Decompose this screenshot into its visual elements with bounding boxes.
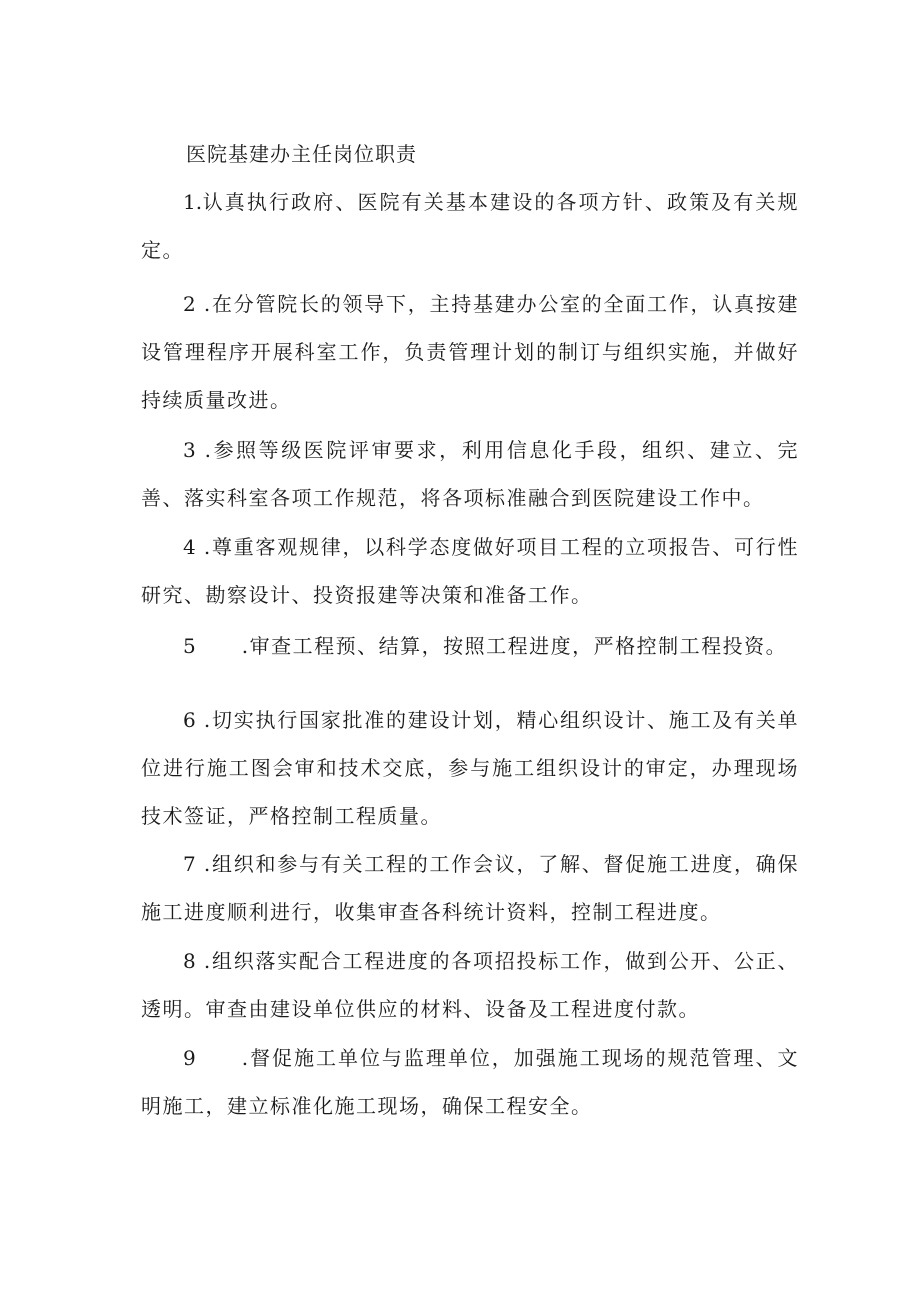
item-number: 5 [183, 634, 196, 658]
item-number: 8 [183, 949, 196, 973]
item-number: 2 [183, 292, 196, 316]
item-number: 1. [183, 190, 203, 214]
item-text: .切实执行国家批准的建设计划，精心组织设计、施工及有关单位进行施工图会审和技术交底，参与施工组织设计的审定，办理现场技术签证，严格控制工程质量。 [141, 708, 799, 828]
item-text: .参照等级医院评审要求，利用信息化手段，组织、建立、完善、落实科室各项工作规范，将各项标准融合到医院建设工作中。 [141, 438, 800, 510]
duty-item-8 [141, 937, 799, 1033]
item-number: 3 [183, 438, 196, 462]
duty-item-4 [141, 523, 799, 619]
duty-item-1 [141, 178, 799, 274]
item-text: .督促施工单位与监理单位，加强施工现场的规范管理、文明施工，建立标准化施工现场，确保工程安全。 [141, 1046, 799, 1118]
item-text: .审查工程预、结算，按照工程进度，严格控制工程投资。 [241, 634, 788, 658]
item-number: 9 [183, 1046, 196, 1070]
item-text: .组织和参与有关工程的工作会议，了解、督促施工进度，确保施工进度顺利进行，收集审查各科统计资料，控制工程进度。 [141, 852, 799, 924]
duty-item-5 [141, 622, 799, 670]
item-text: .在分管院长的领导下，主持基建办公室的全面工作，认真按建设管理程序开展科室工作，负责管理计划的制订与组织实施，并做好持续质量改进。 [141, 292, 799, 412]
item-text: .组织落实配合工程进度的各项招投标工作，做到公开、公正、透明。审查由建设单位供应的材料、设备及工程进度付款。 [141, 949, 799, 1021]
duty-item-2 [141, 280, 799, 424]
document-title: 医院基建办主任岗位职责 [186, 142, 417, 166]
item-number: 7 [183, 852, 196, 876]
duty-item-7 [141, 840, 799, 936]
duty-item-9 [141, 1034, 799, 1130]
item-number: 4 [183, 535, 196, 559]
item-text: 认真执行政府、医院有关基本建设的各项方针、政策及有关规定。 [141, 190, 799, 262]
item-number: 6 [183, 708, 196, 732]
duty-item-3 [141, 426, 799, 522]
duty-item-6 [141, 696, 799, 840]
item-text: .尊重客观规律，以科学态度做好项目工程的立项报告、可行性研究、勘察设计、投资报建等决策和准备工作。 [141, 535, 799, 607]
